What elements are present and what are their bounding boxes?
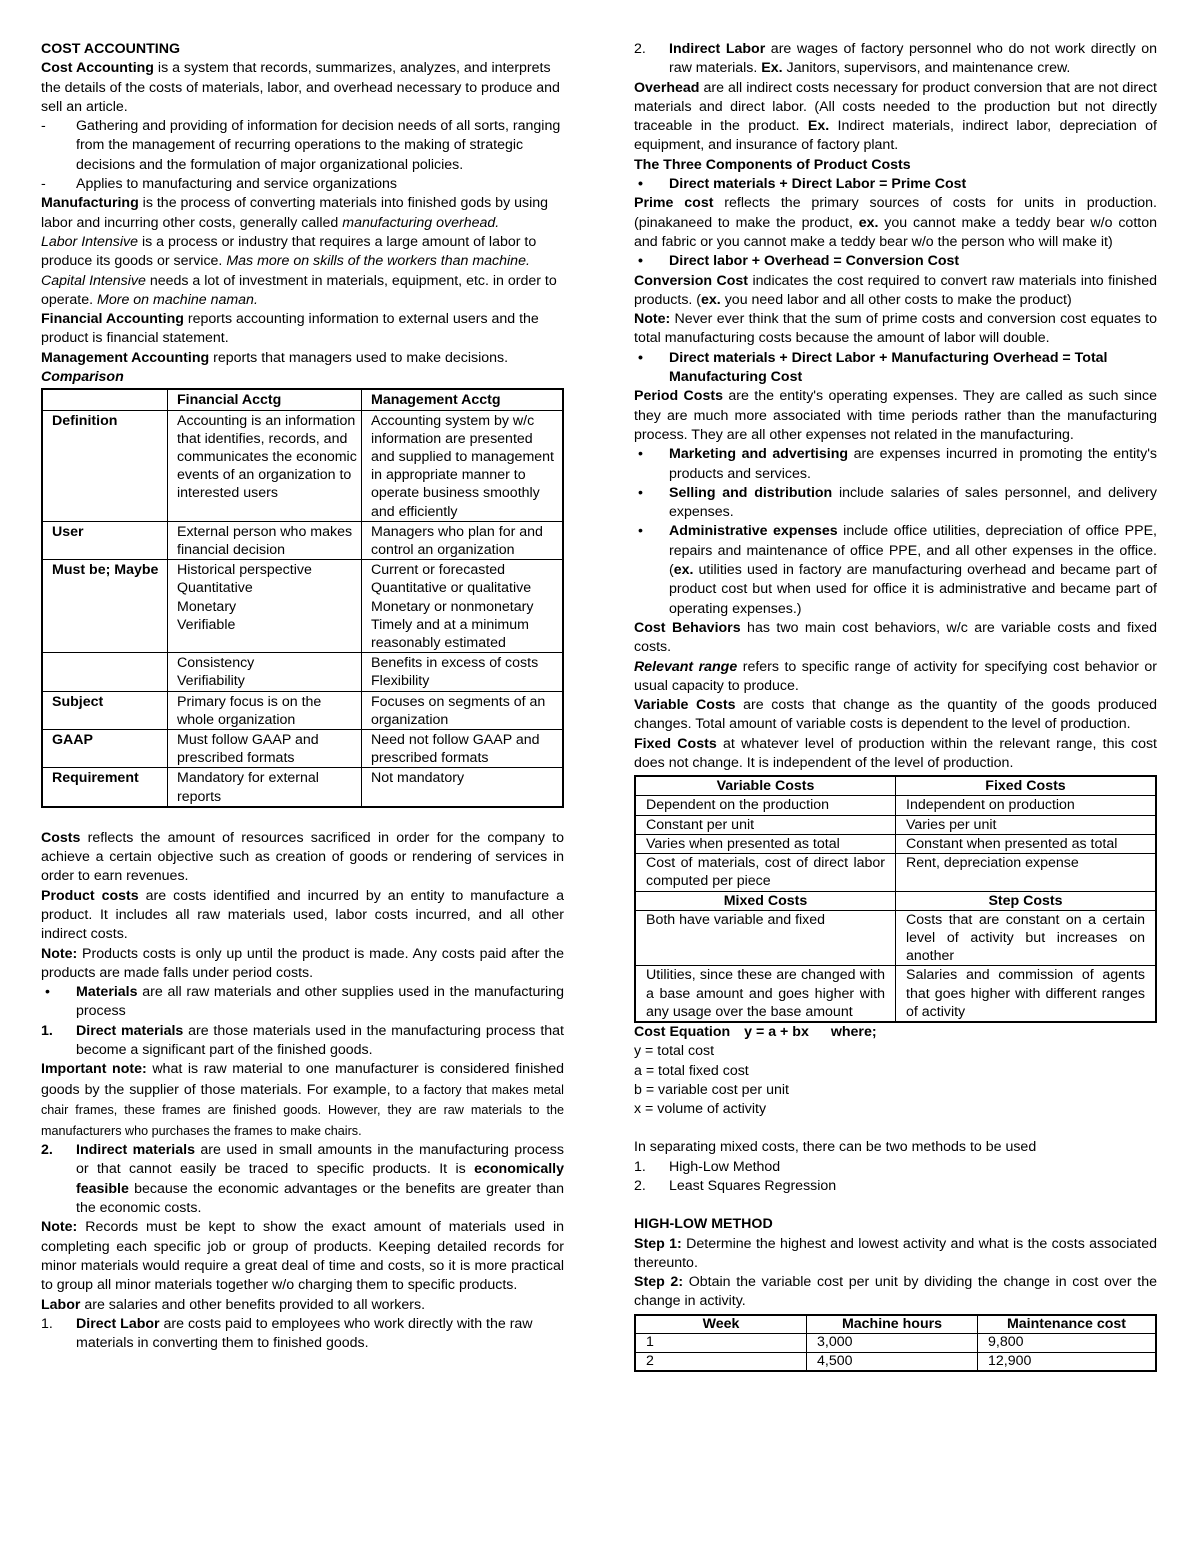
table-cell: Constant per unit xyxy=(635,815,896,834)
indirect-materials-item: 2. Indirect materials are used in small amounts in the manufacturing process or that cannot easily be traced to specific products. It is economically feasible because the economic advantages or the benefits are greater than the economic costs. xyxy=(41,1142,564,1217)
row-label: Definition xyxy=(42,410,168,521)
table-cell: 1 xyxy=(635,1334,807,1353)
table-cell: Dependent on the production xyxy=(635,796,896,815)
table-cell: Both have variable and fixed xyxy=(635,910,896,966)
equation-var: b = variable cost per unit xyxy=(634,1081,789,1098)
table-cell: Varies per unit xyxy=(896,815,1157,834)
step-1: Step 1: Determine the highest and lowest activity and what is the costs associated thereunto. xyxy=(634,1235,1157,1271)
period-item-administrative: • Administrative expenses include office utilities, depreciation of office PPE, repairs and maintenance of office PPE, and all other expenses in the office. (ex. utilities used in factory are manufacturing overhead and became part of product cost but when used for office it is administrative and became part of operating expenses.) xyxy=(638,523,1157,617)
table-header-cell: Week xyxy=(635,1315,807,1334)
table-header-cell: Step Costs xyxy=(896,891,1157,910)
table-cell: 4,500 xyxy=(807,1352,978,1371)
period-costs-def: Period Costs are the entity's operating expenses. They are called as such since they are much more associated with time periods rather than the manufacturing process. They are all other expenses not related in the manufacturing. xyxy=(634,388,1157,443)
financial-cell: Accounting is an information that identifies, records, and communicates the economic events of an organization to interested users xyxy=(168,410,362,521)
prime-cost-def: Prime cost reflects the primary sources of costs for units in production. (pinakaneed to make the product, ex. you cannot make a teddy bear w/o cotton and fabric or you cannot make a teddy bear w/o the person who will make it) xyxy=(634,195,1157,250)
capital-intensive-def: Capital Intensive needs a lot of investment in materials, equipment, etc. in order to operate. More on machine naman. xyxy=(41,272,557,308)
cost-accounting-points xyxy=(41,117,564,194)
indirect-labor-item: 2. Indirect Labor are wages of factory personnel who do not work directly on raw materials. Ex. Janitors, supervisors, and maintenance crew. xyxy=(634,41,1157,77)
right-column xyxy=(634,40,1157,1372)
financial-cell: Primary focus is on the whole organization xyxy=(168,691,362,729)
row-label xyxy=(42,653,168,691)
financial-cell: Historical perspective Quantitative Monetary Verifiable xyxy=(168,560,362,653)
table-row xyxy=(635,1334,1156,1353)
formula-conversion-cost: • Direct labor + Overhead = Conversion Cost xyxy=(638,253,960,270)
table-header-row xyxy=(635,1315,1156,1334)
note-prime-conversion: Note: Never ever think that the sum of prime costs and conversion cost equates to total manufacturing costs because the amount of labor will double. xyxy=(634,311,1157,347)
table-row xyxy=(42,653,563,691)
equation-var: a = total fixed cost xyxy=(634,1062,749,1079)
table-cell: Costs that are constant on a certain level of activity but increases on another xyxy=(896,910,1157,966)
table-header-cell: Variable Costs xyxy=(635,776,896,796)
labor-intensive-def: Labor Intensive is a process or industry that requires a large amount of labor to produce its goods or service. Mas more on skills of the workers than machine. xyxy=(41,233,537,270)
table-cell: 3,000 xyxy=(807,1334,978,1353)
management-cell: Accounting system by w/c information are presented and supplied to management in appropriate manner to operate business smoothly and efficiently xyxy=(362,410,564,521)
row-label: Subject xyxy=(42,691,168,729)
table-header-row xyxy=(635,776,1156,796)
financial-cell: External person who makes financial decision xyxy=(168,521,362,559)
table-row xyxy=(635,854,1156,891)
table-header-cell: Management Acctg xyxy=(362,389,564,410)
table-cell: Varies when presented as total xyxy=(635,834,896,853)
table-row xyxy=(42,691,563,729)
table-header-cell: Machine hours xyxy=(807,1315,978,1334)
list-item: - Gathering and providing of information for decision needs of all sorts, ranging from the management of recurring operations to the making of strategic decisions and the formulation of major organizational policies. xyxy=(41,118,561,173)
management-cell: Not mandatory xyxy=(362,768,564,807)
manufacturing-def: Manufacturing is the process of converting materials into finished gods by using labor and incurring other costs, generally called manufacturing overhead. xyxy=(41,195,549,231)
period-item-marketing: • Marketing and advertising are expenses incurred in promoting the entity's products and services. xyxy=(638,446,1158,482)
product-costs-def: Product costs are costs identified and incurred by an entity to manufacture a product. It includes all raw materials used, labor costs incurred, and all other indirect costs. xyxy=(41,887,564,943)
table-cell: 12,900 xyxy=(978,1352,1157,1371)
table-row xyxy=(42,768,563,807)
table-cell: Independent on production xyxy=(896,796,1157,815)
list-item: - Applies to manufacturing and service organizations xyxy=(41,176,397,193)
labor-def: Labor are salaries and other benefits provided to all workers. xyxy=(41,1296,426,1313)
direct-labor-item: 1. Direct Labor are costs paid to employees who work directly with the raw materials in converting them to finished goods. xyxy=(41,1315,533,1352)
table-cell: 2 xyxy=(635,1352,807,1371)
period-item-selling: • Selling and distribution include salaries of sales personnel, and delivery expenses. xyxy=(638,484,1157,521)
table-header-cell xyxy=(42,389,168,410)
table-cell: Utilities, since these are changed with a base amount and goes higher with any usage over the base amount xyxy=(635,966,896,1022)
table-header-cell: Financial Acctg xyxy=(168,389,362,410)
comparison-label: Comparison xyxy=(41,369,124,386)
table-cell: Salaries and commission of agents that goes higher with different ranges of activity xyxy=(896,966,1157,1022)
table-header-row xyxy=(42,389,563,410)
costs-def: Costs reflects the amount of resources sacrificed in order for the company to achieve a certain objective such as creation of goods or rendering of services in order to earn revenues. xyxy=(41,829,564,885)
left-column xyxy=(41,40,564,1353)
table-row xyxy=(42,730,563,768)
row-label: GAAP xyxy=(42,730,168,768)
conversion-cost-def: Conversion Cost indicates the cost required to convert raw materials into finished products. (ex. you need labor and all other costs to make the product) xyxy=(634,272,1158,308)
high-low-table xyxy=(634,1314,1157,1373)
table-cell: Constant when presented as total xyxy=(896,834,1157,853)
management-accounting-def: Management Accounting reports that managers used to make decisions. xyxy=(41,349,509,366)
management-cell: Managers who plan for and control an organization xyxy=(362,521,564,559)
cost-behaviors-def: Cost Behaviors has two main cost behaviors, w/c are variable costs and fixed costs. xyxy=(634,619,1158,656)
management-cell: Benefits in excess of costs Flexibility xyxy=(362,653,564,691)
doc-title: COST ACCOUNTING xyxy=(41,41,180,57)
three-components-heading: The Three Components of Product Costs xyxy=(634,156,911,173)
row-label: Requirement xyxy=(42,768,168,807)
formula-total-manufacturing: • Direct materials + Direct Labor + Manufacturing Overhead = Total Manufacturing Cost xyxy=(638,349,1108,386)
table-row xyxy=(635,1352,1156,1371)
equation-var: y = total cost xyxy=(634,1043,715,1060)
cost-equation: Cost Equation y = a + bx where; xyxy=(634,1023,877,1040)
table-header-cell: Fixed Costs xyxy=(896,776,1157,796)
financial-cell: Consistency Verifiability xyxy=(168,653,362,691)
note-product-costs: Note: Products costs is only up until the product is made. Any costs paid after the products are made falls under period costs. xyxy=(41,945,564,981)
table-row xyxy=(635,966,1156,1022)
management-cell: Current or forecasted Quantitative or qualitative Monetary or nonmonetary Timely and at a minimum reasonably estimated xyxy=(362,560,564,653)
formula-prime-cost: • Direct materials + Direct Labor = Prime Cost xyxy=(638,176,967,193)
table-header-cell: Maintenance cost xyxy=(978,1315,1157,1334)
materials-bullet: • Materials are all raw materials and other supplies used in the manufacturing process xyxy=(45,984,564,1020)
table-cell: Cost of materials, cost of direct labor computed per piece xyxy=(635,854,896,891)
separating-intro: In separating mixed costs, there can be two methods to be used xyxy=(634,1139,1037,1156)
variable-costs-def: Variable Costs are costs that change as the quantity of the goods produced changes. Total amount of variable costs is dependent to the level of production. xyxy=(634,697,1157,733)
table-cell: Rent, depreciation expense xyxy=(896,854,1157,891)
cost-behavior-table xyxy=(634,775,1157,1023)
note-records: Note: Records must be kept to show the exact amount of materials used in completing each specific job or group of products. Keeping detailed records for minor materials would require a great deal of time and costs, so it is more practical to group all minor materials together w/o charging them to specific products. xyxy=(41,1219,564,1294)
table-header-row xyxy=(635,891,1156,910)
financial-cell: Mandatory for external reports xyxy=(168,768,362,807)
table-row xyxy=(635,834,1156,853)
table-row xyxy=(42,521,563,559)
table-header-cell: Mixed Costs xyxy=(635,891,896,910)
management-cell: Need not follow GAAP and prescribed formats xyxy=(362,730,564,768)
step-2: Step 2: Obtain the variable cost per unit by dividing the change in cost over the change in activity. xyxy=(634,1274,1157,1310)
fixed-costs-def: Fixed Costs at whatever level of production within the relevant range, this cost does not change. It is independent of the level of production. xyxy=(634,735,1157,771)
overhead-def: Overhead are all indirect costs necessary for product conversion that are not direct materials and direct labor. (All costs needed to the production but not directly traceable in the product. Ex. Indirect materials, indirect labor, depreciation of equipment, and insurance of factory plant. xyxy=(634,79,1157,154)
row-label: Must be; Maybe xyxy=(42,560,168,653)
financial-cell: Must follow GAAP and prescribed formats xyxy=(168,730,362,768)
important-note: Important note: what is raw material to one manufacturer is considered finished goods by the supplier of those materials. For example, to a factory that makes metal chair frames, these frames are finished goods. However, they are raw materials to the manufacturers who purchases the frames to make chairs. xyxy=(41,1061,564,1138)
financial-accounting-def: Financial Accounting reports accounting information to external users and the product is financial statement. xyxy=(41,311,539,347)
cost-accounting-def: Cost Accounting is a system that records, summarizes, analyzes, and interprets the details of the costs of materials, labor, and overhead necessary to produce and sell an article. xyxy=(41,60,560,115)
equation-var: x = volume of activity xyxy=(634,1101,767,1118)
table-row xyxy=(42,560,563,653)
management-cell: Focuses on segments of an organization xyxy=(362,691,564,729)
row-label: User xyxy=(42,521,168,559)
method-item: 2. Least Squares Regression xyxy=(634,1178,837,1194)
table-row xyxy=(635,910,1156,966)
table-row xyxy=(635,796,1156,815)
table-row xyxy=(635,815,1156,834)
comparison-table xyxy=(41,388,564,807)
relevant-range-def: Relevant range refers to specific range of activity for specifying cost behavior or usual capacity to produce. xyxy=(634,658,1157,694)
high-low-title: HIGH-LOW METHOD xyxy=(634,1216,773,1233)
method-item: 1. High-Low Method xyxy=(634,1158,781,1175)
table-cell: 9,800 xyxy=(978,1334,1157,1353)
table-row xyxy=(42,410,563,521)
direct-materials-item: 1. Direct materials are those materials used in the manufacturing process that become a significant part of the finished goods. xyxy=(41,1022,564,1059)
